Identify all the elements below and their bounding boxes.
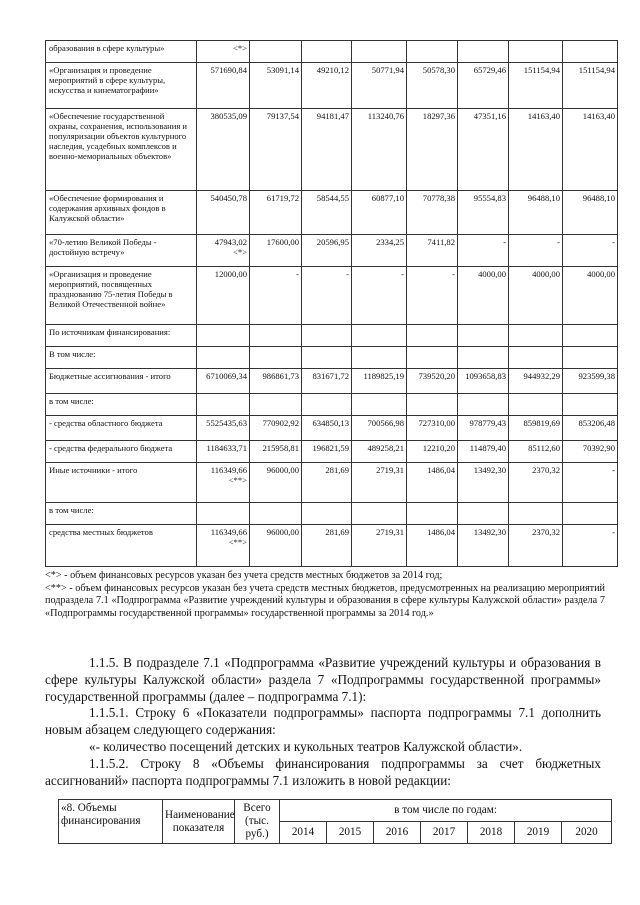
- value-cell: 61719,72: [250, 191, 302, 235]
- value-cell: 196821,59: [302, 441, 352, 463]
- value-cell: 380535,09: [197, 109, 250, 191]
- row-label: В том числе:: [46, 347, 197, 369]
- value-cell: [302, 347, 352, 369]
- value-cell: 5525435,63: [197, 416, 250, 441]
- value-cell: [563, 394, 618, 416]
- value-cell: [197, 503, 250, 525]
- value-cell: [302, 41, 352, 63]
- value-cell: 4000,00: [509, 267, 563, 325]
- value-cell: [458, 394, 509, 416]
- value-cell: 14163,40: [563, 109, 618, 191]
- value-cell: 540450,78: [197, 191, 250, 235]
- funding-volume-header: «8. Объемы финансирования: [59, 800, 163, 844]
- value-cell: [250, 41, 302, 63]
- value-cell: [563, 41, 618, 63]
- table-row: [46, 109, 618, 191]
- value-cell: -: [509, 235, 563, 267]
- value-cell: [250, 394, 302, 416]
- row-label: в том числе:: [46, 394, 197, 416]
- row-label: «Обеспечение государственной охраны, сохранения, использования и популяризации объектов культурного наследия, усадебных комплексов и военно-мемориальных объектов»: [46, 109, 197, 191]
- value-cell: [352, 325, 407, 347]
- value-cell: 634850,13: [302, 416, 352, 441]
- value-cell: 116349,66 <**>: [197, 525, 250, 567]
- year-cell: 2016: [374, 822, 421, 844]
- value-cell: 281,69: [302, 525, 352, 567]
- value-cell: -: [563, 235, 618, 267]
- value-cell: 113240,76: [352, 109, 407, 191]
- value-cell: 20596,95: [302, 235, 352, 267]
- value-cell: 923599,38: [563, 369, 618, 394]
- table-row: [46, 463, 618, 503]
- year-cell: 2014: [280, 822, 327, 844]
- value-cell: 13492,30: [458, 463, 509, 503]
- value-cell: [563, 503, 618, 525]
- value-cell: 2719,31: [352, 463, 407, 503]
- row-label: По источникам финансирования:: [46, 325, 197, 347]
- footnote-2: <**> - объем финансовых ресурсов указан без учета средств местных бюджетов, предусмотренных на реализацию мероприятий подраздела 7.1 «Подпрограмма «Развитие учреждений культуры и образования в сфере культуры Калужской области» раздела 7 «Подпрограммы государственной программы» государственной программы за 2014 год.»: [45, 582, 605, 619]
- value-cell: -: [352, 267, 407, 325]
- value-cell: 70778,38: [407, 191, 458, 235]
- value-cell: 281,69: [302, 463, 352, 503]
- value-cell: 18297,36: [407, 109, 458, 191]
- table-row: [46, 369, 618, 394]
- value-cell: 7411,82: [407, 235, 458, 267]
- value-cell: [250, 325, 302, 347]
- paragraph-new-indicator: «- количество посещений детских и кукольных театров Калужской области».: [89, 738, 523, 754]
- row-label: Иные источники - итого: [46, 463, 197, 503]
- value-cell: 2370,32: [509, 463, 563, 503]
- value-cell: 2334,25: [352, 235, 407, 267]
- value-cell: 4000,00: [458, 267, 509, 325]
- value-cell: 739520,20: [407, 369, 458, 394]
- value-cell: [197, 347, 250, 369]
- value-cell: [509, 41, 563, 63]
- indicator-name-header: Наименование показателя: [163, 800, 235, 844]
- table-row: [46, 503, 618, 525]
- value-cell: 50771,94: [352, 63, 407, 109]
- value-cell: 95554,83: [458, 191, 509, 235]
- row-label: - средства областного бюджета: [46, 416, 197, 441]
- footnote-1: <*> - объем финансовых ресурсов указан без учета средств местных бюджетов за 2014 год;: [45, 570, 443, 581]
- value-cell: [407, 347, 458, 369]
- value-cell: 13492,30: [458, 525, 509, 567]
- value-cell: 47351,16: [458, 109, 509, 191]
- value-cell: [250, 503, 302, 525]
- value-cell: 50578,30: [407, 63, 458, 109]
- table-row: [46, 235, 618, 267]
- value-cell: 6710069,34: [197, 369, 250, 394]
- value-cell: [458, 41, 509, 63]
- value-cell: 1486,04: [407, 525, 458, 567]
- value-cell: 853206,48: [563, 416, 618, 441]
- value-cell: [458, 347, 509, 369]
- value-cell: [352, 347, 407, 369]
- document-body: [45, 655, 601, 789]
- value-cell: 58544,55: [302, 191, 352, 235]
- value-cell: [407, 503, 458, 525]
- value-cell: 60877,10: [352, 191, 407, 235]
- value-cell: [352, 41, 407, 63]
- value-cell: 96000,00: [250, 525, 302, 567]
- value-cell: 53091,14: [250, 63, 302, 109]
- value-cell: [302, 394, 352, 416]
- value-cell: 1184633,71: [197, 441, 250, 463]
- table-row: [46, 325, 618, 347]
- value-cell: 944932,29: [509, 369, 563, 394]
- row-label: «Организация и проведение мероприятий, посвященных празднованию 75-летия Победы в Великой Отечественной войне»: [46, 267, 197, 325]
- value-cell: 49210,12: [302, 63, 352, 109]
- value-cell: 12210,20: [407, 441, 458, 463]
- value-cell: [407, 41, 458, 63]
- value-cell: [509, 503, 563, 525]
- value-cell: [509, 394, 563, 416]
- row-label: Бюджетные ассигнования - итого: [46, 369, 197, 394]
- value-cell: [458, 325, 509, 347]
- value-cell: 14163,40: [509, 109, 563, 191]
- value-cell: [302, 325, 352, 347]
- value-cell: 114879,40: [458, 441, 509, 463]
- value-cell: 65729,46: [458, 63, 509, 109]
- table-row: [46, 347, 618, 369]
- paragraph-1-1-5: 1.1.5. В подразделе 7.1 «Подпрограмма «Развитие учреждений культуры и образования в сфере культуры Калужской области» раздела 7 «Подпрограммы государственной программы» государственной программы (далее – подпрограмма 7.1):: [45, 655, 601, 704]
- value-cell: 215958,81: [250, 441, 302, 463]
- value-cell: 12000,00: [197, 267, 250, 325]
- year-cell: 2019: [515, 822, 562, 844]
- value-cell: 859819,69: [509, 416, 563, 441]
- value-cell: 47943,02 <*>: [197, 235, 250, 267]
- value-cell: 727310,00: [407, 416, 458, 441]
- row-label: «Организация и проведение мероприятий в сфере культуры, искусства и кинематографии»: [46, 63, 197, 109]
- value-cell: 1189825,19: [352, 369, 407, 394]
- value-cell: 151154,94: [563, 63, 618, 109]
- value-cell: [197, 394, 250, 416]
- table-row: [46, 41, 618, 63]
- row-label: - средства федерального бюджета: [46, 441, 197, 463]
- value-cell: -: [563, 525, 618, 567]
- year-cell: 2015: [327, 822, 374, 844]
- table-row: [46, 525, 618, 567]
- value-cell: 96000,00: [250, 463, 302, 503]
- value-cell: 85112,60: [509, 441, 563, 463]
- value-cell: 770902,92: [250, 416, 302, 441]
- table-row: [46, 394, 618, 416]
- footnotes: [45, 570, 605, 620]
- value-cell: [352, 394, 407, 416]
- row-label: в том числе:: [46, 503, 197, 525]
- value-cell: 2719,31: [352, 525, 407, 567]
- footnote-divider: [45, 566, 617, 567]
- value-cell: [407, 394, 458, 416]
- value-cell: 4000,00: [563, 267, 618, 325]
- value-cell: [458, 503, 509, 525]
- value-cell: 70392,90: [563, 441, 618, 463]
- value-cell: -: [563, 463, 618, 503]
- value-cell: [302, 503, 352, 525]
- year-cell: 2017: [421, 822, 468, 844]
- value-cell: 96488,10: [509, 191, 563, 235]
- row-label: средства местных бюджетов: [46, 525, 197, 567]
- row-label: «70-летию Великой Победы - достойную встречу»: [46, 235, 197, 267]
- value-cell: 1486,04: [407, 463, 458, 503]
- table-row: [46, 63, 618, 109]
- value-cell: [509, 347, 563, 369]
- value-cell: 986861,73: [250, 369, 302, 394]
- value-cell: [509, 325, 563, 347]
- row-label: образования в сфере культуры»: [46, 41, 197, 63]
- total-header: Всего (тыс. руб.): [235, 800, 280, 844]
- paragraph-1-1-5-2: 1.1.5.2. Строку 8 «Объемы финансирования подпрограммы за счет бюджетных ассигнований» паспорта подпрограммы 7.1 изложить в новой редакции:: [45, 755, 601, 788]
- financing-table: [45, 40, 618, 567]
- table-row: [46, 191, 618, 235]
- value-cell: 2370,32: [509, 525, 563, 567]
- value-cell: [407, 325, 458, 347]
- value-cell: 978779,43: [458, 416, 509, 441]
- value-cell: 96488,10: [563, 191, 618, 235]
- value-cell: -: [407, 267, 458, 325]
- row-label: «Обеспечение формирования и содержания архивных фондов в Калужской области»: [46, 191, 197, 235]
- value-cell: 94181,47: [302, 109, 352, 191]
- value-cell: 151154,94: [509, 63, 563, 109]
- table-row: [46, 441, 618, 463]
- years-header: в том числе по годам:: [280, 800, 612, 822]
- value-cell: -: [250, 267, 302, 325]
- value-cell: 79137,54: [250, 109, 302, 191]
- value-cell: -: [302, 267, 352, 325]
- paragraph-1-1-5-1: 1.1.5.1. Строку 6 «Показатели подпрограммы» паспорта подпрограммы 7.1 дополнить новым абзацем следующего содержания:: [45, 705, 601, 738]
- value-cell: [197, 325, 250, 347]
- funding-volume-table: [58, 799, 612, 844]
- value-cell: 831671,72: [302, 369, 352, 394]
- value-cell: 700566,98: [352, 416, 407, 441]
- value-cell: 571690,84: [197, 63, 250, 109]
- value-cell: 17600,00: [250, 235, 302, 267]
- year-cell: 2018: [468, 822, 515, 844]
- value-cell: 489258,21: [352, 441, 407, 463]
- value-cell: [250, 347, 302, 369]
- value-cell: [352, 503, 407, 525]
- year-cell: 2020: [562, 822, 612, 844]
- value-cell: -: [458, 235, 509, 267]
- value-cell: 116349,66 <**>: [197, 463, 250, 503]
- value-cell: <*>: [197, 41, 250, 63]
- value-cell: [563, 347, 618, 369]
- value-cell: 1093658,83: [458, 369, 509, 394]
- value-cell: [563, 325, 618, 347]
- table-row: [46, 416, 618, 441]
- table-row: [46, 267, 618, 325]
